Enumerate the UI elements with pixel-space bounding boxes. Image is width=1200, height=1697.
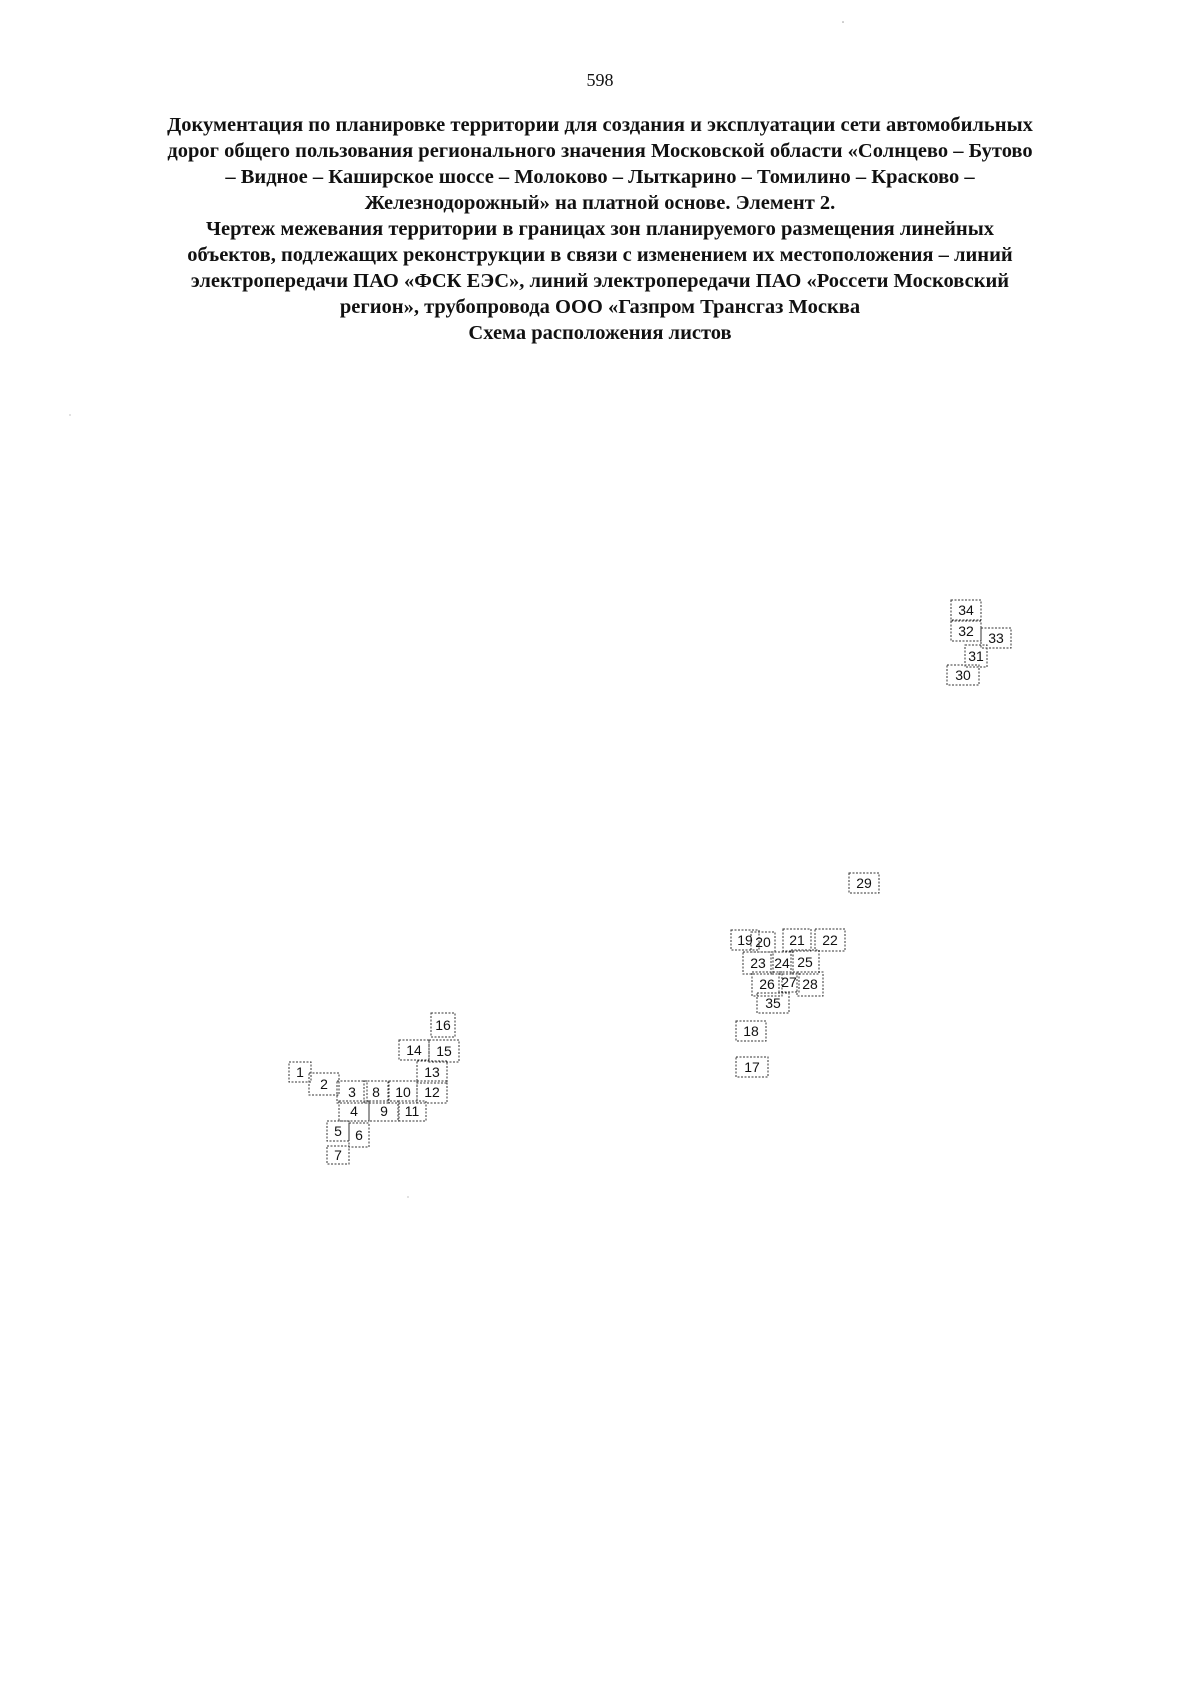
sheet-box-5 [327, 1121, 349, 1141]
sheet-box-20 [751, 932, 775, 952]
sheet-box-32 [951, 621, 981, 641]
sheet-number-label: 33 [988, 630, 1004, 646]
sheet-number-label: 30 [955, 667, 971, 683]
sheet-number-label: 28 [802, 976, 818, 992]
title-line: дорог общего пользования регионального значения Московской области «Солнцево – Бутово [167, 140, 1033, 162]
sheet-box-17 [736, 1057, 768, 1077]
sheet-number-label: 4 [350, 1103, 358, 1119]
sheet-number-label: 29 [856, 875, 872, 891]
sheet-number-label: 21 [789, 932, 805, 948]
sheet-box-30 [947, 665, 979, 685]
sheet-number-label: 19 [737, 932, 753, 948]
sheet-box-26 [752, 972, 782, 996]
sheet-box-21 [783, 929, 811, 951]
sheet-number-label: 23 [750, 955, 766, 971]
sheet-number-label: 26 [759, 976, 775, 992]
sheet-box-29 [849, 873, 879, 893]
title-line: Документация по планировке территории для создания и эксплуатации сети автомобильных [167, 114, 1033, 136]
sheet-number-label: 7 [334, 1147, 342, 1163]
sheet-number-label: 2 [320, 1076, 328, 1092]
sheet-box-14 [399, 1040, 429, 1060]
sheet-number-label: 18 [743, 1023, 759, 1039]
sheet-number-label: 16 [435, 1017, 451, 1033]
sheet-box-22 [815, 929, 845, 951]
sheet-box-23 [743, 952, 773, 974]
sheet-number-label: 11 [404, 1103, 420, 1119]
scan-speck [69, 414, 70, 415]
sheet-number-label: 1 [296, 1064, 304, 1080]
sheet-number-label: 20 [755, 934, 771, 950]
sheet-number-label: 17 [744, 1059, 760, 1075]
sheet-number-label: 22 [822, 932, 838, 948]
subtitle-line: электропередачи ПАО «ФСК ЕЭС», линий электропередачи ПАО «Россети Московский [190, 270, 1010, 292]
sheet-box-2 [309, 1073, 339, 1095]
sheet-number-label: 32 [958, 623, 974, 639]
sheet-number-label: 27 [781, 974, 797, 990]
sheet-box-1 [289, 1062, 311, 1082]
sheet-box-18 [736, 1021, 766, 1041]
sheet-number-label: 35 [765, 995, 781, 1011]
sheet-number-label: 10 [395, 1084, 411, 1100]
sheet-box-16 [431, 1013, 455, 1037]
sheet-box-7 [327, 1146, 349, 1164]
sheet-number-label: 5 [334, 1123, 342, 1139]
scan-speck [407, 1196, 408, 1197]
scheme-title: Схема расположения листов [468, 322, 732, 344]
page-number: 598 [586, 70, 614, 90]
sheet-number-label: 12 [424, 1084, 440, 1100]
sheet-box-10 [389, 1081, 417, 1103]
scan-speck [842, 21, 844, 23]
sheet-box-12 [417, 1081, 447, 1103]
sheet-box-8 [364, 1081, 388, 1103]
sheet-box-28 [797, 972, 823, 996]
sheet-box-25 [791, 950, 819, 974]
subtitle-line: регион», трубопровода ООО «Газпром Трансгаз Москва [339, 296, 861, 318]
sheet-box-6 [349, 1123, 369, 1147]
sheet-box-9 [369, 1101, 399, 1121]
subtitle-line: объектов, подлежащих реконструкции в связи с изменением их местоположения – линий [187, 244, 1013, 266]
sheet-box-13 [417, 1061, 447, 1083]
sheet-box-4 [339, 1101, 369, 1121]
sheet-box-34 [951, 600, 981, 620]
sheet-number-label: 31 [968, 648, 984, 664]
title-line: Железнодорожный» на платной основе. Элемент 2. [364, 192, 836, 214]
sheet-number-label: 25 [797, 954, 813, 970]
sheet-box-15 [429, 1040, 459, 1062]
sheet-number-label: 24 [774, 955, 790, 971]
sheet-box-33 [981, 628, 1011, 648]
subtitle-line: Чертеж межевания территории в границах зон планируемого размещения линейных [205, 218, 994, 240]
sheet-box-27 [779, 972, 799, 992]
sheet-number-label: 34 [958, 602, 974, 618]
sheet-number-label: 9 [380, 1103, 388, 1119]
title-line: – Видное – Каширское шоссе – Молоково – Лыткарино – Томилино – Красково – [225, 166, 975, 188]
sheet-number-label: 6 [355, 1127, 363, 1143]
sheet-number-label: 14 [406, 1042, 422, 1058]
sheet-box-24 [771, 952, 793, 974]
sheet-number-label: 3 [348, 1084, 356, 1100]
sheet-number-label: 13 [424, 1064, 440, 1080]
sheet-box-11 [398, 1101, 426, 1121]
sheet-number-label: 8 [372, 1084, 380, 1100]
sheet-number-label: 15 [436, 1043, 452, 1059]
sheet-box-3 [337, 1081, 367, 1103]
